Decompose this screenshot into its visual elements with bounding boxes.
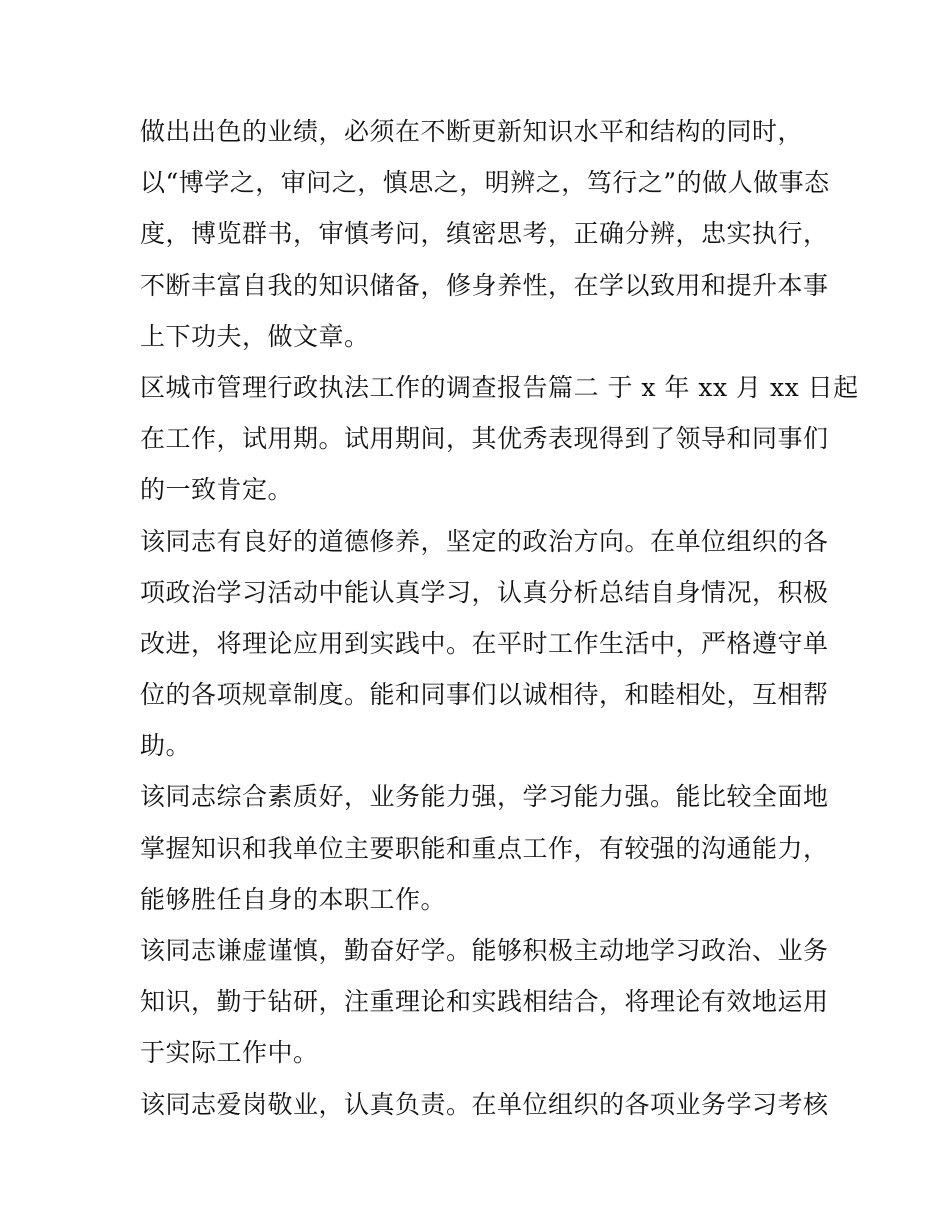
- text-line: 该同志有良好的道德修养，坚定的政治方向。在单位组织的各: [140, 526, 829, 556]
- text-line: 度，博览群书，审慎考问，缜密思考，正确分辨，忠实执行，: [140, 219, 829, 249]
- text-line: 于实际工作中。: [140, 1038, 319, 1068]
- text-line: 项政治学习活动中能认真学习，认真分析总结自身情况，积极: [140, 577, 829, 607]
- text-line: 能够胜任自身的本职工作。: [140, 884, 447, 914]
- text-line: 改进，将理论应用到实践中。在平时工作生活中，严格遵守单: [140, 628, 829, 658]
- text-line: 该同志爱岗敬业，认真负责。在单位组织的各项业务学习考核: [140, 1089, 829, 1119]
- text-line: 以“博学之，审问之，慎思之，明辨之，笃行之”的做人做事态: [140, 168, 830, 198]
- text-line: 区城市管理行政执法工作的调查报告篇二 于 x 年 xx 月 xx 日起: [140, 372, 859, 402]
- text-line: 掌握知识和我单位主要职能和重点工作，有较强的沟通能力，: [140, 833, 829, 863]
- text-line: 上下功夫，做文章。: [140, 321, 370, 351]
- text-line: 该同志综合素质好，业务能力强，学习能力强。能比较全面地: [140, 782, 829, 812]
- text-line: 做出出色的业绩，必须在不断更新知识水平和结构的同时，: [140, 117, 804, 146]
- text-line: 位的各项规章制度。能和同事们以诚相待，和睦相处，互相帮: [140, 680, 829, 710]
- text-line: 在工作，试用期。试用期间，其优秀表现得到了领导和同事们: [140, 424, 829, 454]
- text-line: 知识，勤于钻研，注重理论和实践相结合，将理论有效地运用: [140, 987, 829, 1017]
- text-line: 助。: [140, 731, 192, 761]
- document-body: [140, 106, 859, 1130]
- text-line: 的一致肯定。: [140, 475, 294, 505]
- text-line: 不断丰富自我的知识储备，修身养性，在学以致用和提升本事: [140, 270, 829, 300]
- text-line: 该同志谦虚谨慎，勤奋好学。能够积极主动地学习政治、业务: [140, 936, 829, 965]
